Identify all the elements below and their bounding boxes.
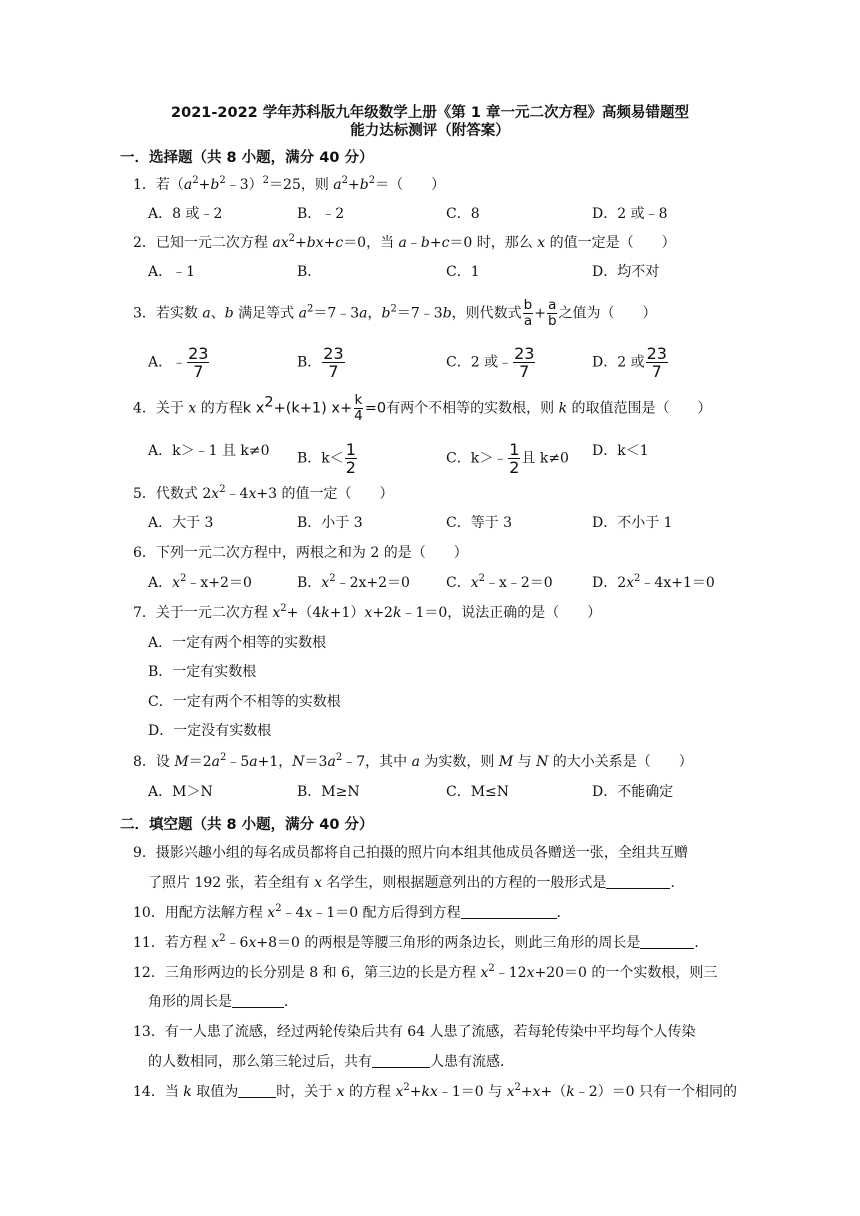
q7-option-c: C．一定有两个不相等的实数根 — [148, 694, 341, 710]
q4-option-a: A．k＞﹣1 且 k≠0 — [148, 443, 270, 459]
question-13-line-2: 的人数相同，那么第三轮过后，共有 人患有流感． — [148, 1054, 514, 1070]
question-1: 1．若$(a^2+b^2﹣3)^2=25$，则 $a^2+b^2=$（ ） — [133, 175, 446, 193]
q6-option-d: D．$2x^2﹣4x+1=0$ — [592, 573, 715, 591]
q3-option-c: C．2 或﹣ $\frac{23}{7}$ — [446, 344, 535, 381]
q4-option-d: D．k＜1 — [592, 443, 649, 459]
answer-blank[interactable] — [232, 993, 284, 1008]
q5-option-d: D．不小于 1 — [592, 515, 673, 531]
q1-option-d: D．2 或﹣8 — [592, 206, 668, 222]
q7-option-b: B．一定有实数根 — [148, 664, 257, 680]
document-title — [0, 104, 860, 140]
answer-blank[interactable] — [606, 874, 670, 889]
question-2: 2．已知一元二次方程 $ax^2+bx+c=0$，当 a﹣b+c＝0 时，那么 x 的值一定是（ ） — [133, 233, 676, 251]
q2-option-c: C．1 — [446, 264, 480, 280]
q6-option-a: A．$x^2﹣x+2=0$ — [148, 573, 252, 591]
answer-blank[interactable] — [372, 1053, 430, 1068]
question-14: 14．当 k 取值为 时，关于 x 的方程 $x^2+kx﹣1=0$ 与 $x^2+x+(k﹣2)=0$ 只有一个相同的 — [133, 1082, 738, 1100]
q4-option-b: B．k＜ $\frac{1}{2}$ — [297, 440, 356, 477]
answer-blank[interactable] — [238, 1083, 276, 1098]
q8-option-c: C．M≤N — [446, 784, 510, 800]
q6-option-b: B．$x^2﹣2x+2=0$ — [297, 573, 410, 591]
question-3: 3．若实数 a、b 满足等式 $a^2=7﹣3a$，$b^2=7﹣3b$，则代数式 $\frac{b}{a}$ + $\frac{a}{b}$ 之值为（ ） — [133, 297, 657, 329]
section-heading-fill: 二．填空题（共 8 小题，满分 40 分） — [120, 817, 374, 833]
title-line-2: 能力达标测评（附答案） — [350, 123, 510, 139]
question-10: 10．用配方法解方程 $x^2﹣4x﹣1=0$ 配方后得到方程 ． — [133, 903, 571, 921]
question-5: 5．代数式 $2x^2﹣4x+3$ 的值一定（ ） — [133, 484, 394, 502]
question-7: 7．关于一元二次方程 $x^2+(4k+1)x+2k﹣1=0$，说法正确的是（ ） — [133, 603, 602, 621]
question-9-line-2: 了照片 192 张，若全组有 x 名学生，则根据题意列出的方程的一般形式是 ． — [148, 875, 685, 891]
question-9: 9．摄影兴趣小组的每名成员都将自己拍摄的照片向本组其他成员各赠送一张，全组共互赠 — [133, 845, 688, 861]
answer-blank[interactable] — [461, 904, 557, 919]
q7-option-a: A．一定有两个相等的实数根 — [148, 635, 327, 651]
q3-option-a: A．﹣ $\frac{23}{7}$ — [148, 344, 209, 381]
q5-option-b: B．小于 3 — [297, 515, 363, 531]
q1-option-c: C．8 — [446, 206, 480, 222]
question-13: 13．有一人患了流感，经过两轮传染后共有 64 人患了流感，若每轮传染中平均每个人传染 — [133, 1024, 696, 1040]
q4-option-c: C．k＞﹣ $\frac{1}{2}$ 且 k≠0 — [446, 440, 569, 477]
q3-option-b: B． $\frac{23}{7}$ — [297, 344, 344, 381]
question-8: 8．设 $M=2a^2﹣5a+1$，$N=3a^2﹣7$，其中 a 为实数，则 M 与 N 的大小关系是（ ） — [133, 752, 693, 770]
title-line-1: 2021-2022 学年苏科版九年级数学上册《第 1 章一元二次方程》高频易错题型 — [171, 105, 689, 121]
answer-blank[interactable] — [640, 934, 694, 949]
q1-option-b: B．﹣2 — [297, 206, 345, 222]
q1-option-a: A．8 或﹣2 — [148, 206, 223, 222]
q3-option-d: D．2 或 $\frac{23}{7}$ — [592, 344, 667, 381]
q2-option-d: D．均不对 — [592, 264, 660, 280]
question-4: 4．关于 x 的方程k $x^2+(k+1)$ x+ $\frac{k}{4}$ =0有两个不相等的实数根，则 k 的取值范围是（ ） — [133, 392, 712, 424]
q8-option-a: A．M＞N — [148, 784, 213, 800]
q2-option-b: B． — [297, 264, 322, 280]
q5-option-c: C．等于 3 — [446, 515, 513, 531]
q7-option-d: D．一定没有实数根 — [148, 723, 272, 739]
question-12-line-2: 角形的周长是 ． — [148, 994, 298, 1010]
q6-option-c: C．$x^2﹣x﹣2=0$ — [446, 573, 553, 591]
section-heading-choice: 一．选择题（共 8 小题，满分 40 分） — [120, 150, 374, 166]
question-11: 11．若方程 $x^2﹣6x+8=0$ 的两根是等腰三角形的两条边长，则此三角形的周长是 ． — [133, 933, 709, 951]
question-6: 6．下列一元二次方程中，两根之和为 2 的是（ ） — [133, 545, 468, 561]
question-12: 12．三角形两边的长分别是 8 和 6，第三边的长是方程 $x^2﹣12x+20=0$ 的一个实数根，则三 — [133, 963, 718, 981]
q2-option-a: A．﹣1 — [148, 264, 196, 280]
q5-option-a: A．大于 3 — [148, 515, 214, 531]
q8-option-d: D．不能确定 — [592, 784, 674, 800]
q8-option-b: B．M≥N — [297, 784, 360, 800]
